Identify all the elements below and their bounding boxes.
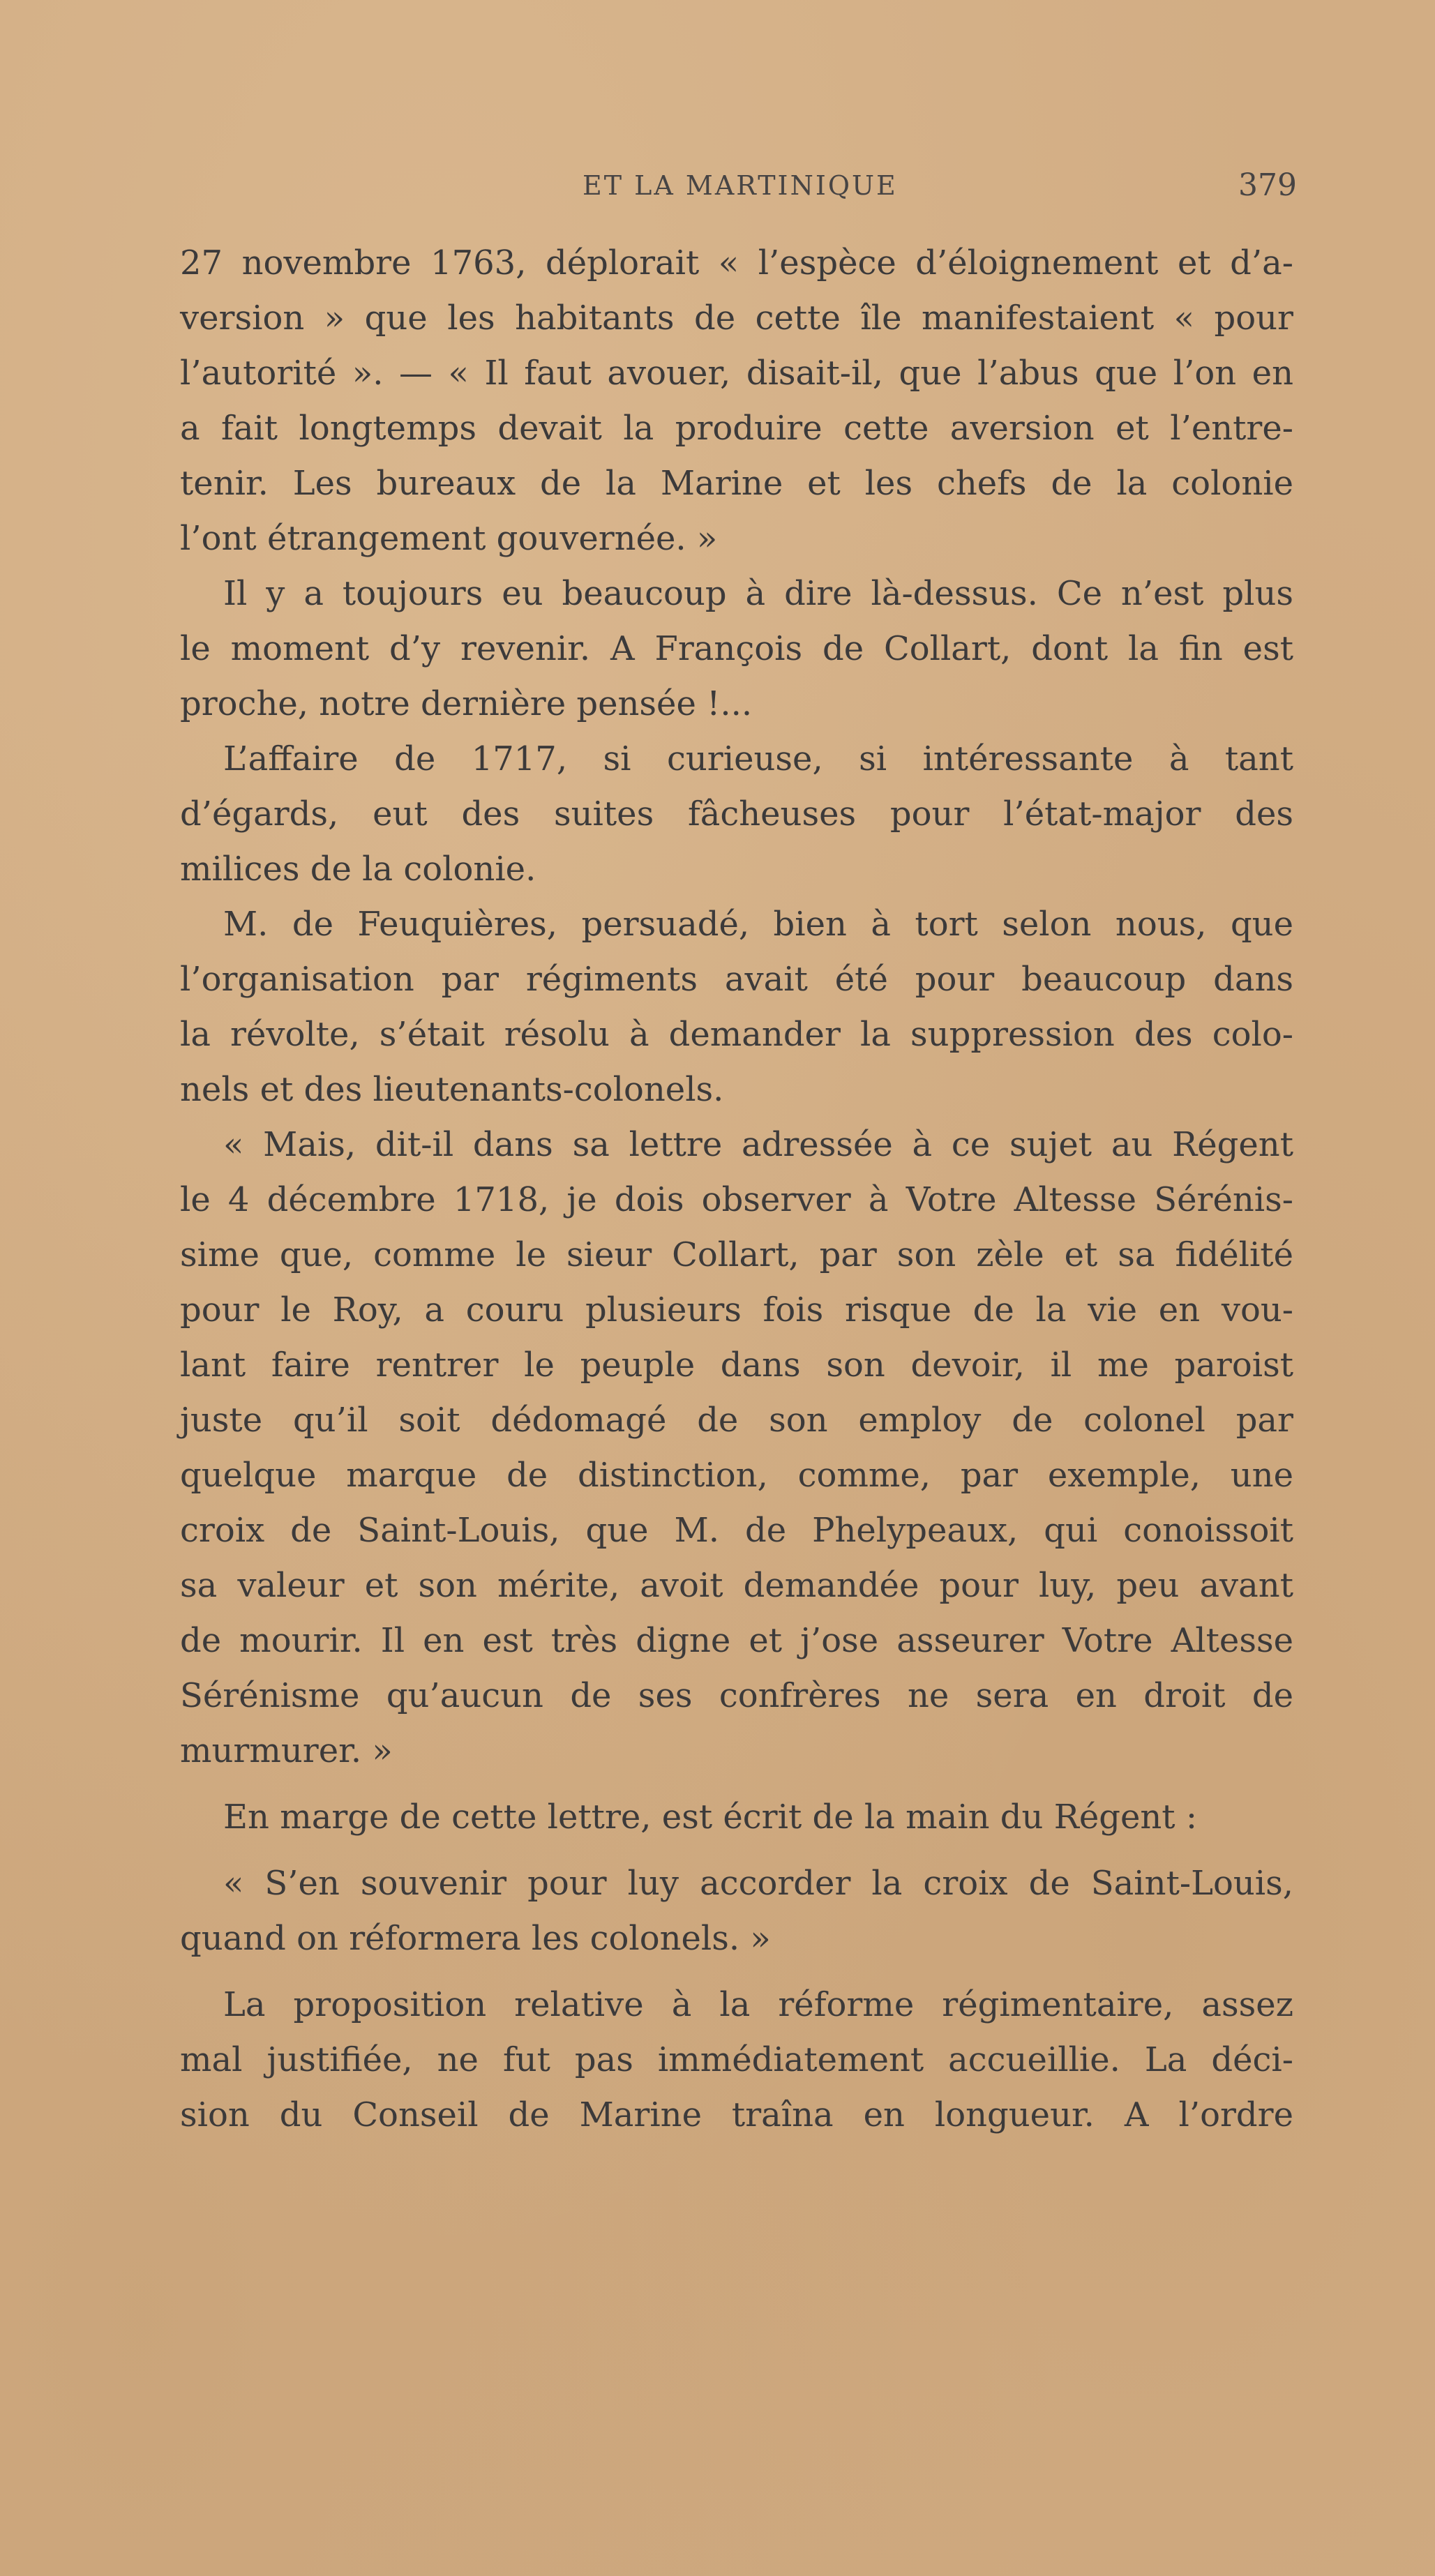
text-line: de mourir. Il en est très digne et j’ose asseurer Votre Altesse	[180, 1621, 1293, 1660]
text-line: le 4 décembre 1718, je dois observer à Votre Altesse Sérénis-	[180, 1180, 1293, 1219]
text-line: quand on réformera les colonels. »	[180, 1919, 771, 1958]
text-line: version » que les habitants de cette île manifestaient « pour	[180, 299, 1293, 338]
text-line: Il y a toujours eu beaucoup à dire là-dessus. Ce n’est plus	[223, 574, 1293, 613]
text-line: l’autorité ». — « Il faut avouer, disait-il, que l’abus que l’on en	[180, 354, 1293, 393]
text-line: d’égards, eut des suites fâcheuses pour l’état-major des	[180, 794, 1293, 834]
text-line: « Mais, dit-il dans sa lettre adressée à ce sujet au Régent	[223, 1125, 1293, 1164]
text-line: pour le Roy, a couru plusieurs fois risque de la vie en vou-	[180, 1290, 1293, 1330]
text-line: mal justifiée, ne fut pas immédiatement accueillie. La déci-	[180, 2040, 1293, 2079]
paragraph-gap	[180, 1779, 1293, 1790]
text-line: proche, notre dernière pensée !...	[180, 684, 753, 723]
page-number: 379	[1238, 167, 1297, 203]
text-line: quelque marque de distinction, comme, par exemple, une	[180, 1456, 1293, 1495]
text-line: l’organisation par régiments avait été pour beaucoup dans	[180, 960, 1293, 999]
text-line: En marge de cette lettre, est écrit de la main du Régent :	[223, 1798, 1198, 1837]
text-line: M. de Feuquières, persuadé, bien à tort selon nous, que	[223, 905, 1293, 944]
text-line: sa valeur et son mérite, avoit demandée pour luy, peu avant	[180, 1566, 1293, 1605]
text-line: « S’en souvenir pour luy accorder la croix de Saint-Louis,	[223, 1864, 1293, 1903]
text-line: le moment d’y revenir. A François de Collart, dont la fin est	[180, 629, 1293, 668]
text-line: La proposition relative à la réforme régimentaire, assez	[223, 1985, 1293, 2024]
text-line: juste qu’il soit dédomagé de son employ de colonel par	[180, 1401, 1293, 1440]
text-line: la révolte, s’était résolu à demander la suppression des colo-	[180, 1015, 1293, 1054]
body-text	[180, 236, 1293, 2143]
text-line: sion du Conseil de Marine traîna en longueur. A l’ordre	[180, 2095, 1293, 2134]
text-line: milices de la colonie.	[180, 850, 536, 889]
text-line: sime que, comme le sieur Collart, par son zèle et sa fidélité	[180, 1235, 1293, 1274]
text-line: L’affaire de 1717, si curieuse, si intéressante à tant	[223, 739, 1293, 778]
text-line: tenir. Les bureaux de la Marine et les chefs de la colonie	[180, 464, 1293, 503]
text-line: murmurer. »	[180, 1731, 393, 1770]
paragraph-gap	[180, 1966, 1293, 1978]
text-line: lant faire rentrer le peuple dans son devoir, il me paroist	[180, 1346, 1293, 1385]
text-line: croix de Saint-Louis, que M. de Phelypeaux, qui conoissoit	[180, 1511, 1293, 1550]
running-title: ET LA MARTINIQUE	[583, 170, 898, 201]
text-line: a fait longtemps devait la produire cette aversion et l’entre-	[180, 409, 1293, 448]
text-line: l’ont étrangement gouvernée. »	[180, 519, 718, 558]
text-line: 27 novembre 1763, déplorait « l’espèce d’éloignement et d’a-	[180, 243, 1293, 283]
text-line: Sérénisme qu’aucun de ses confrères ne sera en droit de	[180, 1676, 1293, 1715]
text-line: nels et des lieutenants-colonels.	[180, 1070, 724, 1109]
paragraph-gap	[180, 1845, 1293, 1856]
